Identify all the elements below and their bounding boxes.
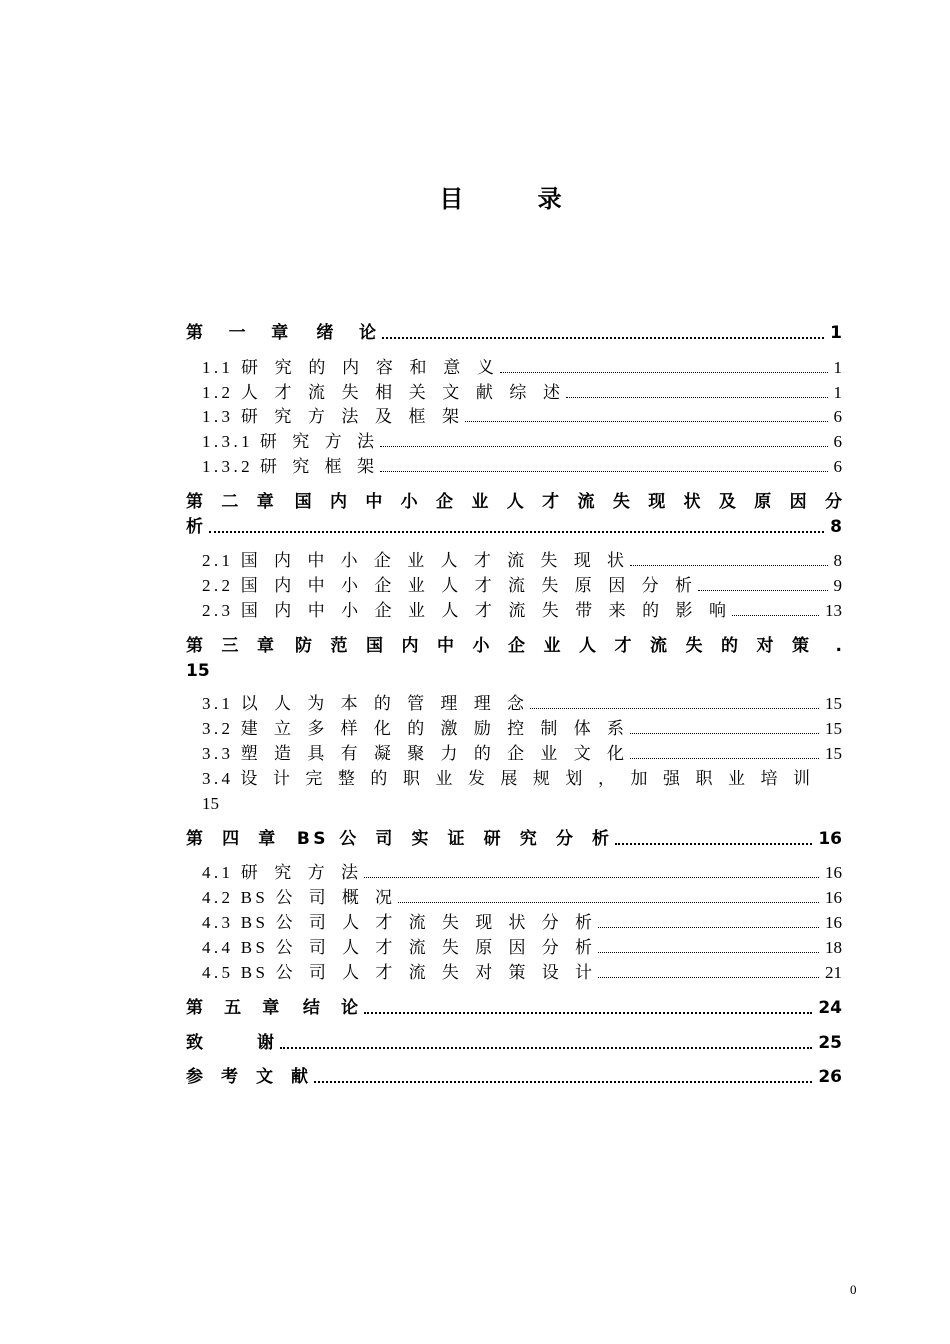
toc-page-number: 1 bbox=[830, 323, 842, 343]
toc-page-number: 16 bbox=[825, 888, 842, 907]
toc-page-number: 15 bbox=[825, 744, 842, 763]
toc-chapter-3-page[interactable] bbox=[186, 659, 210, 683]
toc-leader bbox=[465, 405, 828, 429]
toc-page-number: 8 bbox=[833, 551, 842, 570]
toc-page-number: 13 bbox=[825, 601, 842, 620]
toc-chapter-label: 第 三 章 防 范 国 内 中 小 企 业 人 才 流 失 的 对 策 bbox=[186, 636, 809, 656]
toc-page-number: 8 bbox=[830, 517, 842, 537]
toc-section-2-2[interactable] bbox=[202, 574, 842, 598]
toc-section-label: 1 . 3 . 2 研 究 框 架 bbox=[202, 457, 374, 476]
toc-section-1-3-2[interactable] bbox=[202, 455, 842, 479]
toc-leader bbox=[500, 356, 828, 380]
toc-page-number: 16 bbox=[825, 913, 842, 932]
page-footer-number: 0 bbox=[850, 1282, 857, 1297]
toc-page-number: 18 bbox=[825, 938, 842, 957]
toc-page-number: 16 bbox=[825, 863, 842, 882]
toc-chapter-2-continued[interactable] bbox=[186, 515, 842, 539]
toc-section-3-4-page[interactable] bbox=[202, 792, 219, 816]
table-of-contents bbox=[186, 0, 846, 1344]
toc-leader bbox=[280, 1031, 812, 1055]
toc-section-3-3[interactable] bbox=[202, 742, 842, 766]
toc-leader: . bbox=[835, 636, 842, 656]
toc-section-1-2[interactable] bbox=[202, 381, 842, 405]
toc-section-3-1[interactable] bbox=[202, 692, 842, 716]
toc-page-number: 24 bbox=[818, 998, 842, 1018]
toc-page-number: 9 bbox=[833, 576, 842, 595]
toc-chapter-label: 参 考 文 献 bbox=[186, 1067, 308, 1087]
toc-section-1-3[interactable] bbox=[202, 405, 842, 429]
toc-leader bbox=[209, 515, 824, 539]
toc-chapter-label: 致 谢 bbox=[186, 1033, 274, 1053]
toc-chapter-label: 第 五 章 结 论 bbox=[186, 998, 358, 1018]
toc-page-number: 15 bbox=[825, 719, 842, 738]
toc-leader bbox=[630, 717, 819, 741]
toc-section-4-3[interactable] bbox=[202, 911, 842, 935]
toc-section-3-4[interactable] bbox=[202, 767, 810, 791]
page-title: 目 录 bbox=[439, 185, 595, 213]
toc-chapter-label: 第 二 章 国 内 中 小 企 业 人 才 流 失 现 状 及 原 因 分 bbox=[186, 492, 842, 512]
toc-page-number: 21 bbox=[825, 963, 842, 982]
toc-section-label: 4 . 1 研 究 方 法 bbox=[202, 863, 358, 882]
toc-leader bbox=[380, 430, 828, 454]
toc-section-label: 1 . 2 人 才 流 失 相 关 文 献 综 述 bbox=[202, 383, 560, 402]
toc-section-4-4[interactable] bbox=[202, 936, 842, 960]
toc-section-label: 3 . 3 塑 造 具 有 凝 聚 力 的 企 业 文 化 bbox=[202, 744, 624, 763]
toc-section-label: 1 . 1 研 究 的 内 容 和 意 义 bbox=[202, 358, 494, 377]
toc-section-4-5[interactable] bbox=[202, 961, 842, 985]
toc-leader bbox=[630, 549, 828, 573]
toc-references[interactable] bbox=[186, 1065, 842, 1089]
toc-section-label: 2 . 3 国 内 中 小 企 业 人 才 流 失 带 来 的 影 响 bbox=[202, 601, 726, 620]
toc-section-2-3[interactable] bbox=[202, 599, 842, 623]
toc-section-2-1[interactable] bbox=[202, 549, 842, 573]
toc-page-number: 15 bbox=[202, 794, 219, 813]
toc-page-number: 16 bbox=[818, 829, 842, 849]
toc-section-label: 4 . 2 B S 公 司 概 况 bbox=[202, 888, 392, 907]
toc-chapter-1[interactable] bbox=[186, 321, 842, 345]
toc-section-label: 3 . 4 设 计 完 整 的 职 业 发 展 规 划 ， 加 强 职 业 培 训 bbox=[202, 769, 810, 788]
toc-leader bbox=[398, 886, 819, 910]
toc-page-number: 6 bbox=[833, 457, 842, 476]
toc-section-label: 1 . 3 研 究 方 法 及 框 架 bbox=[202, 407, 459, 426]
toc-leader bbox=[598, 961, 819, 985]
toc-chapter-2[interactable] bbox=[186, 490, 842, 514]
toc-page-number: 6 bbox=[833, 432, 842, 451]
toc-page-number: 15 bbox=[186, 661, 210, 681]
toc-section-label: 4 . 4 B S 公 司 人 才 流 失 原 因 分 析 bbox=[202, 938, 592, 957]
toc-section-3-2[interactable] bbox=[202, 717, 842, 741]
toc-section-label: 2 . 1 国 内 中 小 企 业 人 才 流 失 现 状 bbox=[202, 551, 624, 570]
toc-leader bbox=[364, 861, 819, 885]
toc-section-label: 4 . 3 B S 公 司 人 才 流 失 现 状 分 析 bbox=[202, 913, 592, 932]
toc-section-4-2[interactable] bbox=[202, 886, 842, 910]
toc-leader bbox=[382, 321, 824, 345]
toc-section-label: 3 . 1 以 人 为 本 的 管 理 理 念 bbox=[202, 694, 524, 713]
toc-section-1-1[interactable] bbox=[202, 356, 842, 380]
toc-leader bbox=[380, 455, 828, 479]
toc-section-4-1[interactable] bbox=[202, 861, 842, 885]
toc-leader bbox=[598, 936, 819, 960]
toc-section-label: 3 . 2 建 立 多 样 化 的 激 励 控 制 体 系 bbox=[202, 719, 624, 738]
toc-page-number: 15 bbox=[825, 694, 842, 713]
toc-page-number: 1 bbox=[833, 358, 842, 377]
toc-section-label: 4 . 5 B S 公 司 人 才 流 失 对 策 设 计 bbox=[202, 963, 592, 982]
toc-page-number: 25 bbox=[818, 1033, 842, 1053]
toc-leader bbox=[566, 381, 828, 405]
toc-page-number: 26 bbox=[818, 1067, 842, 1087]
toc-leader bbox=[598, 911, 819, 935]
toc-leader bbox=[314, 1065, 812, 1089]
toc-chapter-label: 析 bbox=[186, 517, 203, 537]
toc-page-number: 1 bbox=[833, 383, 842, 402]
toc-leader bbox=[364, 996, 812, 1020]
toc-section-1-3-1[interactable] bbox=[202, 430, 842, 454]
toc-leader bbox=[615, 827, 812, 851]
toc-section-label: 2 . 2 国 内 中 小 企 业 人 才 流 失 原 因 分 析 bbox=[202, 576, 692, 595]
toc-chapter-3[interactable] bbox=[186, 634, 842, 658]
toc-chapter-5[interactable] bbox=[186, 996, 842, 1020]
toc-leader bbox=[530, 692, 819, 716]
toc-section-label: 1 . 3 . 1 研 究 方 法 bbox=[202, 432, 374, 451]
toc-leader bbox=[630, 742, 819, 766]
toc-acknowledgements[interactable] bbox=[186, 1031, 842, 1055]
toc-chapter-label: 第 一 章 绪 论 bbox=[186, 323, 376, 343]
toc-leader bbox=[732, 599, 819, 623]
toc-leader bbox=[698, 574, 828, 598]
toc-chapter-label: 第 四 章 B S 公 司 实 证 研 究 分 析 bbox=[186, 829, 609, 849]
toc-chapter-4[interactable] bbox=[186, 827, 842, 851]
toc-page-number: 6 bbox=[833, 407, 842, 426]
